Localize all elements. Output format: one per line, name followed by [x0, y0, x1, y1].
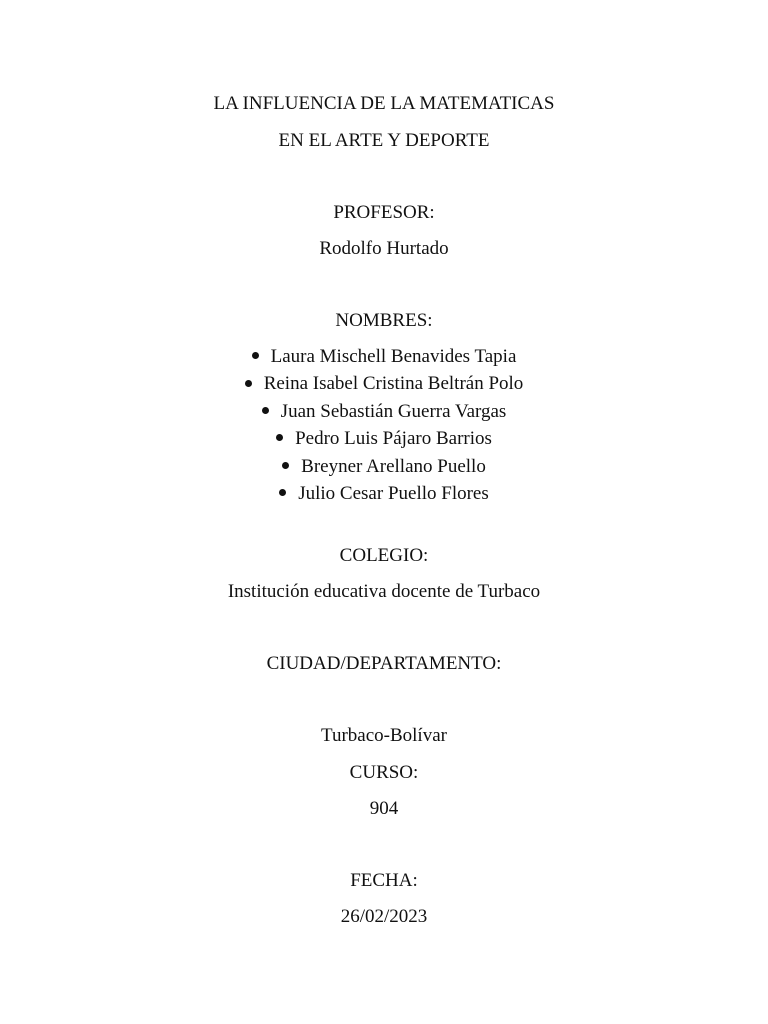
- student-name: Pedro Luis Pájaro Barrios: [295, 428, 492, 450]
- curso-label: CURSO:: [349, 762, 419, 783]
- list-item: [0, 482, 768, 509]
- ciudad-value: Turbaco-Bolívar: [321, 725, 447, 746]
- list-item: [0, 372, 768, 399]
- list-item: [0, 427, 768, 454]
- bullet-icon: [279, 489, 286, 496]
- title-line-2: EN EL ARTE Y DEPORTE: [278, 130, 490, 151]
- student-name: Julio Cesar Puello Flores: [298, 482, 489, 504]
- title-line-1: LA INFLUENCIA DE LA MATEMATICAS: [213, 93, 555, 114]
- bullet-icon: [282, 462, 289, 469]
- nombres-label: NOMBRES:: [335, 310, 433, 331]
- fecha-label: FECHA:: [350, 870, 418, 891]
- bullet-icon: [262, 407, 269, 414]
- nombres-list: [0, 345, 768, 509]
- colegio-label: COLEGIO:: [339, 545, 429, 566]
- profesor-name: Rodolfo Hurtado: [319, 238, 449, 259]
- curso-value: 904: [369, 798, 399, 819]
- list-item: [0, 400, 768, 427]
- student-name: Juan Sebastián Guerra Vargas: [280, 400, 507, 422]
- colegio-name: Institución educativa docente de Turbaco: [227, 581, 541, 602]
- student-name: Breyner Arellano Puello: [301, 455, 486, 477]
- bullet-icon: [276, 434, 283, 441]
- ciudad-label: CIUDAD/DEPARTAMENTO:: [266, 653, 502, 674]
- bullet-icon: [252, 352, 259, 359]
- list-item: [0, 455, 768, 482]
- fecha-value: 26/02/2023: [340, 906, 428, 927]
- student-name: Reina Isabel Cristina Beltrán Polo: [263, 373, 524, 395]
- list-item: [0, 345, 768, 372]
- profesor-label: PROFESOR:: [333, 202, 435, 223]
- student-name: Laura Mischell Benavides Tapia: [270, 346, 517, 367]
- bullet-icon: [245, 380, 252, 387]
